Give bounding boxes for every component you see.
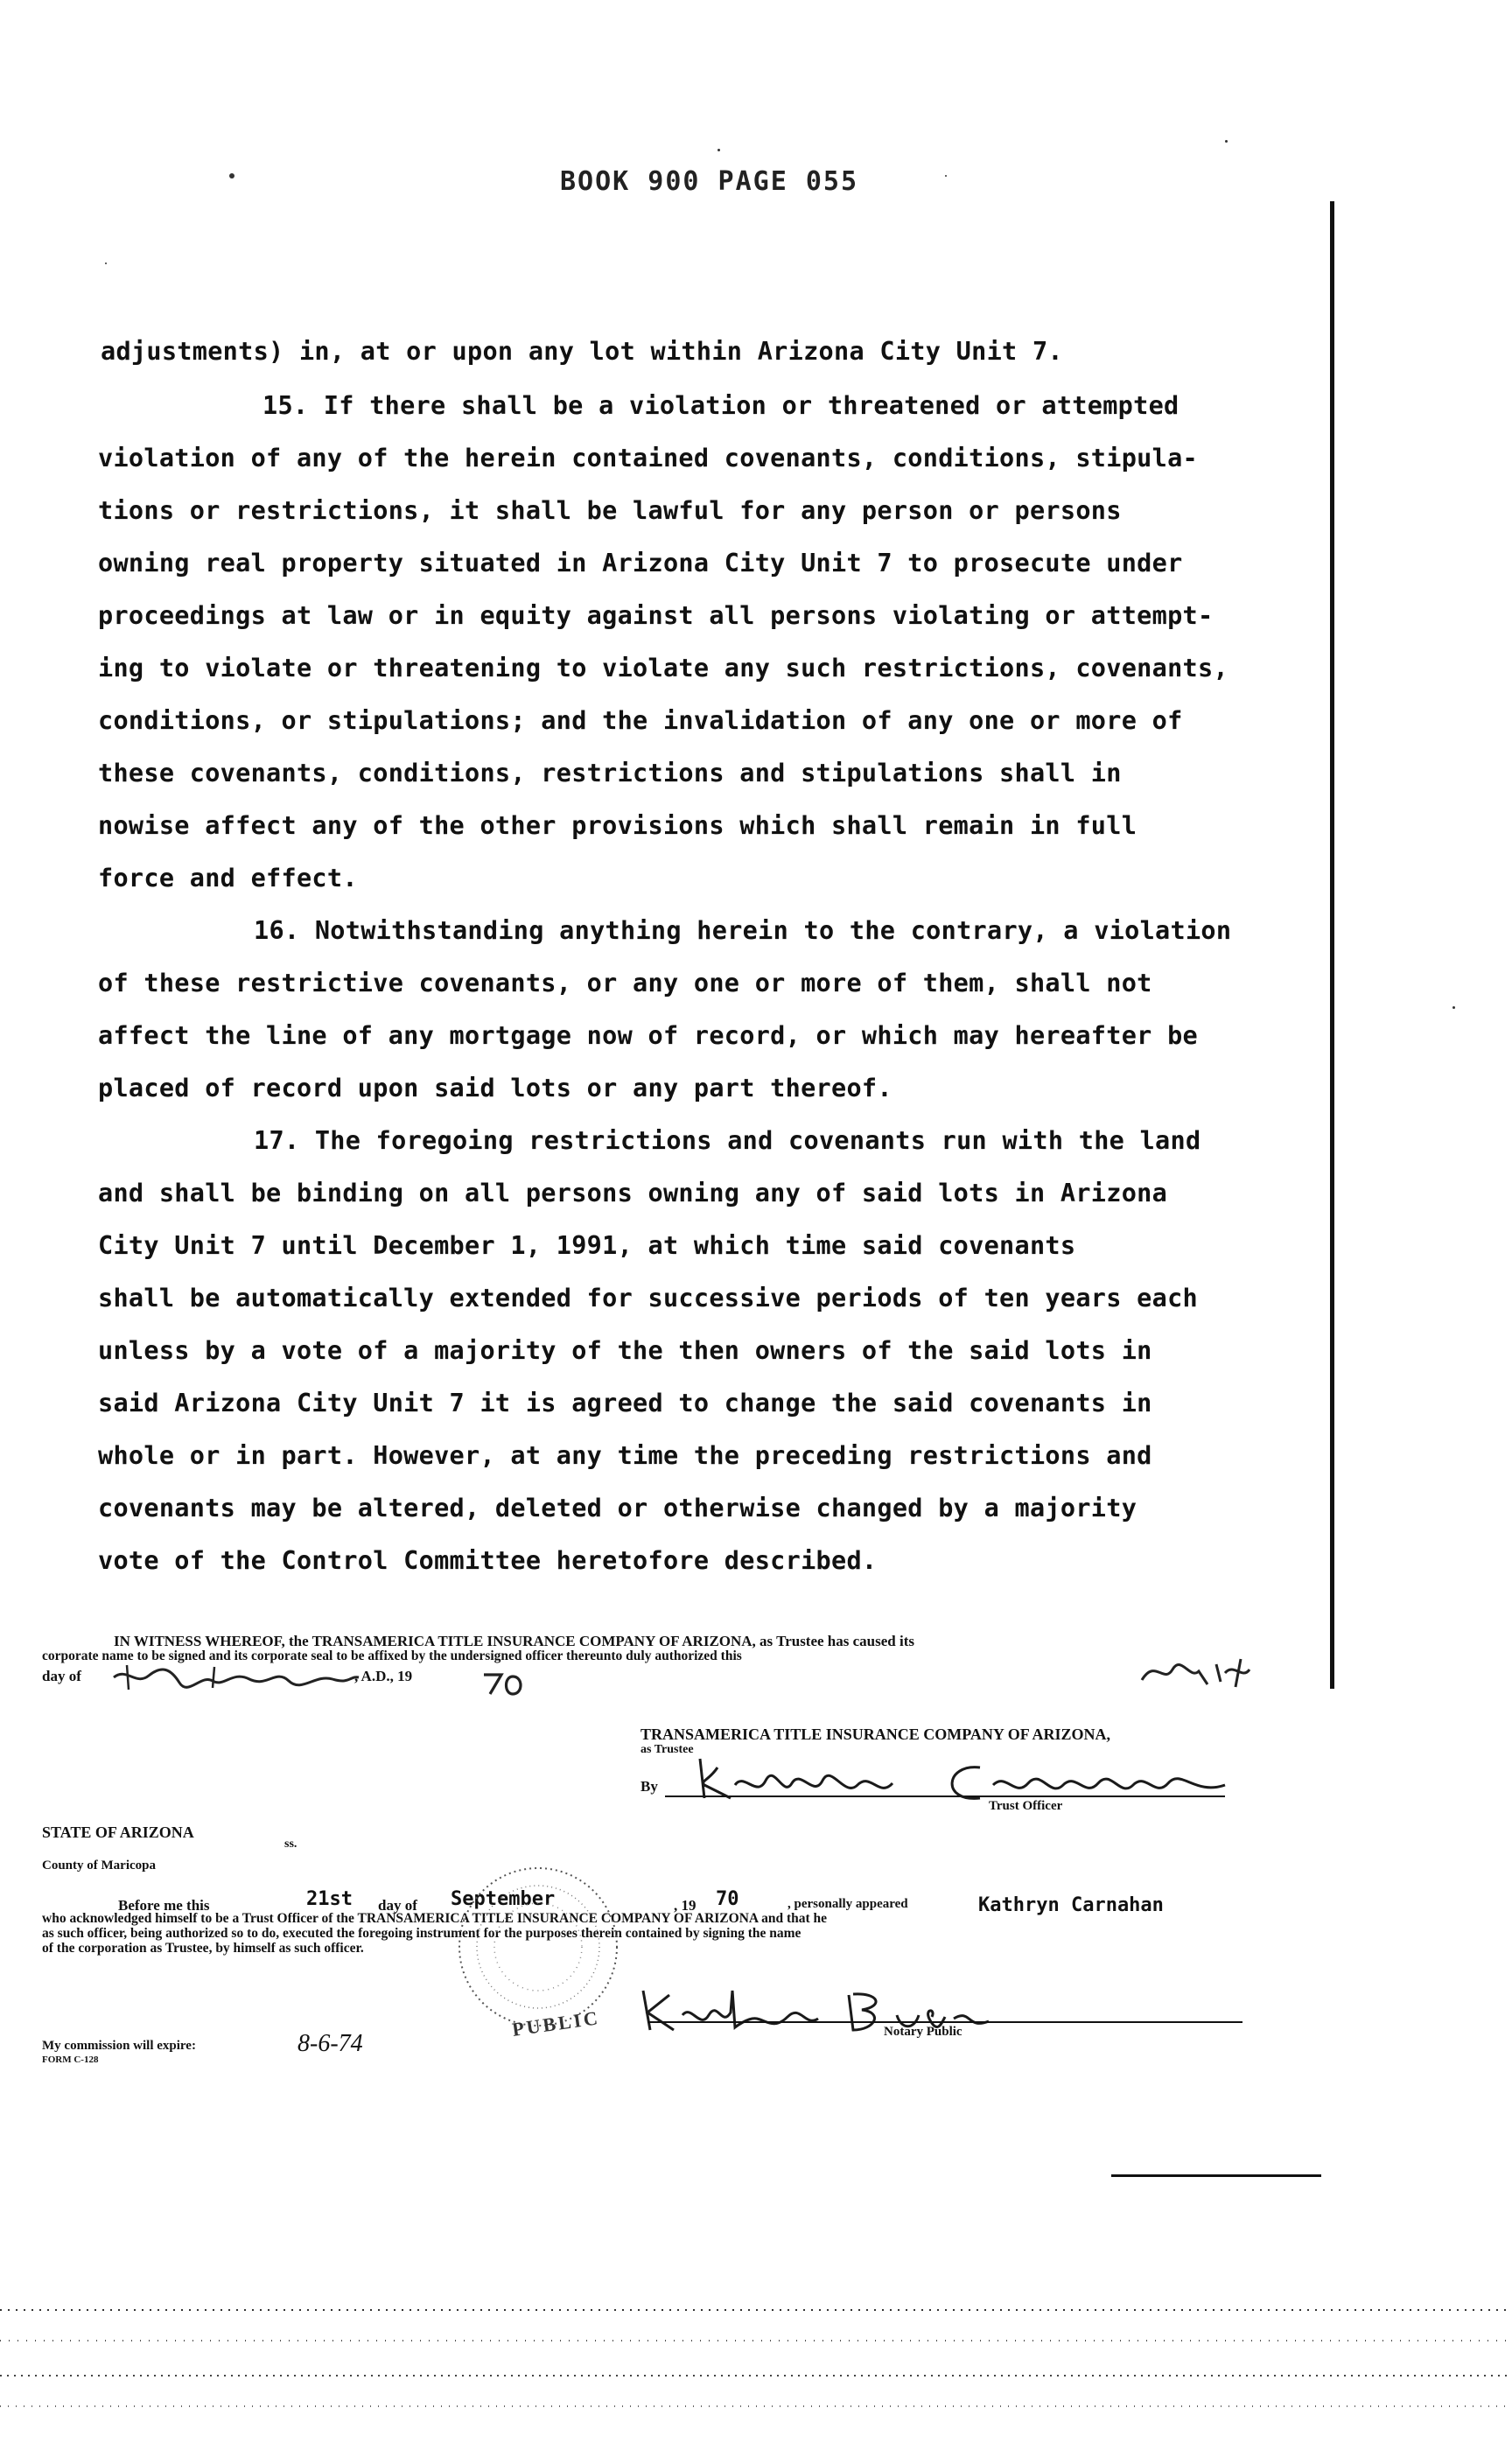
appeared-name: Kathryn Carnahan xyxy=(978,1894,1164,1916)
county-label: County of Maricopa xyxy=(42,1858,156,1872)
notary-year: 70 xyxy=(716,1888,739,1910)
commission-label: My commission will expire: xyxy=(42,2039,196,2053)
scan-speck xyxy=(1225,140,1228,143)
notary-day: 21st xyxy=(306,1888,353,1910)
witness-day-of-label: day of xyxy=(42,1668,81,1684)
margin-rule xyxy=(1330,201,1334,1689)
commission-date: 8-6-74 xyxy=(298,2030,363,2057)
paragraph-15-start: 15. If there shall be a violation or threatened or attempted xyxy=(262,391,1180,420)
body-line: nowise affect any of the other provisions which shall remain in full xyxy=(98,811,1138,840)
body-line: and shall be binding on all persons owning any of said lots in Arizona xyxy=(98,1179,1168,1208)
witness-ad-label: , A.D., 19 xyxy=(354,1668,413,1684)
year-prefix-label: , 19 xyxy=(674,1897,696,1914)
body-line: affect the line of any mortgage now of record, or which may hereafter be xyxy=(98,1021,1199,1050)
body-line: vote of the Control Committee heretofore described. xyxy=(98,1546,878,1575)
body-line: ing to violate or threatening to violate any such restrictions, covenants, xyxy=(98,654,1228,682)
notary-signature-line xyxy=(648,2021,1242,2023)
paragraph-16-start: 16. Notwithstanding anything herein to the contrary, a violation xyxy=(254,916,1232,945)
body-line: adjustments) in, at or upon any lot within Arizona City Unit 7. xyxy=(101,337,1063,366)
body-line: force and effect. xyxy=(98,864,358,892)
book-page-header: BOOK 900 PAGE 055 xyxy=(560,166,859,197)
acknowledgement-line3: as such officer, being authorized so to do, executed the foregoing instrument for the purposes therein contained by signing the name xyxy=(42,1926,802,1941)
handwritten-year xyxy=(480,1666,532,1701)
witness-clause-line2: corporate name to be signed and its corporate seal to be affixed by the undersigned officer thereunto duly authorized this xyxy=(42,1648,742,1663)
body-line: placed of record upon said lots or any part thereof. xyxy=(98,1074,892,1102)
notary-month: September xyxy=(451,1888,556,1910)
by-label: By xyxy=(640,1778,658,1795)
body-line: of these restrictive covenants, or any one or more of them, shall not xyxy=(98,969,1152,998)
notary-public-title: Notary Public xyxy=(884,2025,962,2039)
seal-text: PUBLIC xyxy=(510,2006,602,2040)
scan-speck xyxy=(718,149,720,151)
scan-speck xyxy=(1452,1006,1455,1009)
form-number: FORM C-128 xyxy=(42,2054,99,2065)
handwritten-month xyxy=(109,1658,363,1698)
paragraph-17-start: 17. The foregoing restrictions and covenants run with the land xyxy=(254,1126,1201,1155)
body-line: said Arizona City Unit 7 it is agreed to change the said covenants in xyxy=(98,1389,1152,1418)
scan-speck xyxy=(229,173,234,178)
ss-label: ss. xyxy=(284,1838,298,1851)
body-line: owning real property situated in Arizona City Unit 7 to prosecute under xyxy=(98,549,1183,578)
trustee-company: TRANSAMERICA TITLE INSURANCE COMPANY OF ARIZONA, xyxy=(640,1726,1111,1743)
body-line: City Unit 7 until December 1, 1991, at which time said covenants xyxy=(98,1231,1076,1260)
body-line: conditions, or stipulations; and the invalidation of any one or more of xyxy=(98,706,1183,735)
as-trustee-label: as Trustee xyxy=(640,1743,694,1756)
scan-speck xyxy=(105,262,107,264)
notary-seal xyxy=(451,1859,626,2034)
acknowledgement-line2: who acknowledged himself to be a Trust Officer of the TRANSAMERICA TITLE INSURANCE COMPANY OF ARIZONA and that he xyxy=(42,1911,828,1926)
handwritten-day xyxy=(1138,1654,1260,1693)
acknowledgement-line4: of the corporation as Trustee, by himself as such officer. xyxy=(42,1941,364,1956)
before-me-label: Before me this xyxy=(118,1897,210,1914)
body-line: violation of any of the herein contained covenants, conditions, stipula- xyxy=(98,444,1199,472)
body-line: these covenants, conditions, restrictions and stipulations shall in xyxy=(98,759,1122,788)
trustee-signature xyxy=(691,1750,1234,1811)
trust-officer-title: Trust Officer xyxy=(989,1799,1063,1813)
body-line: covenants may be altered, deleted or otherwise changed by a majority xyxy=(98,1494,1138,1522)
day-of-label: day of xyxy=(378,1897,417,1914)
scan-speck xyxy=(945,175,947,177)
body-line: shall be automatically extended for successive periods of ten years each xyxy=(98,1284,1199,1312)
bottom-rule xyxy=(1111,2174,1321,2177)
body-line: proceedings at law or in equity against all persons violating or attempt- xyxy=(98,601,1214,630)
scan-noise-band xyxy=(0,2292,1512,2415)
witness-clause-line1: IN WITNESS WHEREOF, the TRANSAMERICA TITLE INSURANCE COMPANY OF ARIZONA, as Trustee has caused its xyxy=(114,1633,914,1649)
body-line: tions or restrictions, it shall be lawful for any person or persons xyxy=(98,496,1122,525)
appeared-label: , personally appeared xyxy=(788,1897,908,1911)
body-line: unless by a vote of a majority of the then owners of the said lots in xyxy=(98,1336,1152,1365)
body-line: whole or in part. However, at any time the preceding restrictions and xyxy=(98,1441,1152,1470)
state-label: STATE OF ARIZONA xyxy=(42,1824,194,1841)
